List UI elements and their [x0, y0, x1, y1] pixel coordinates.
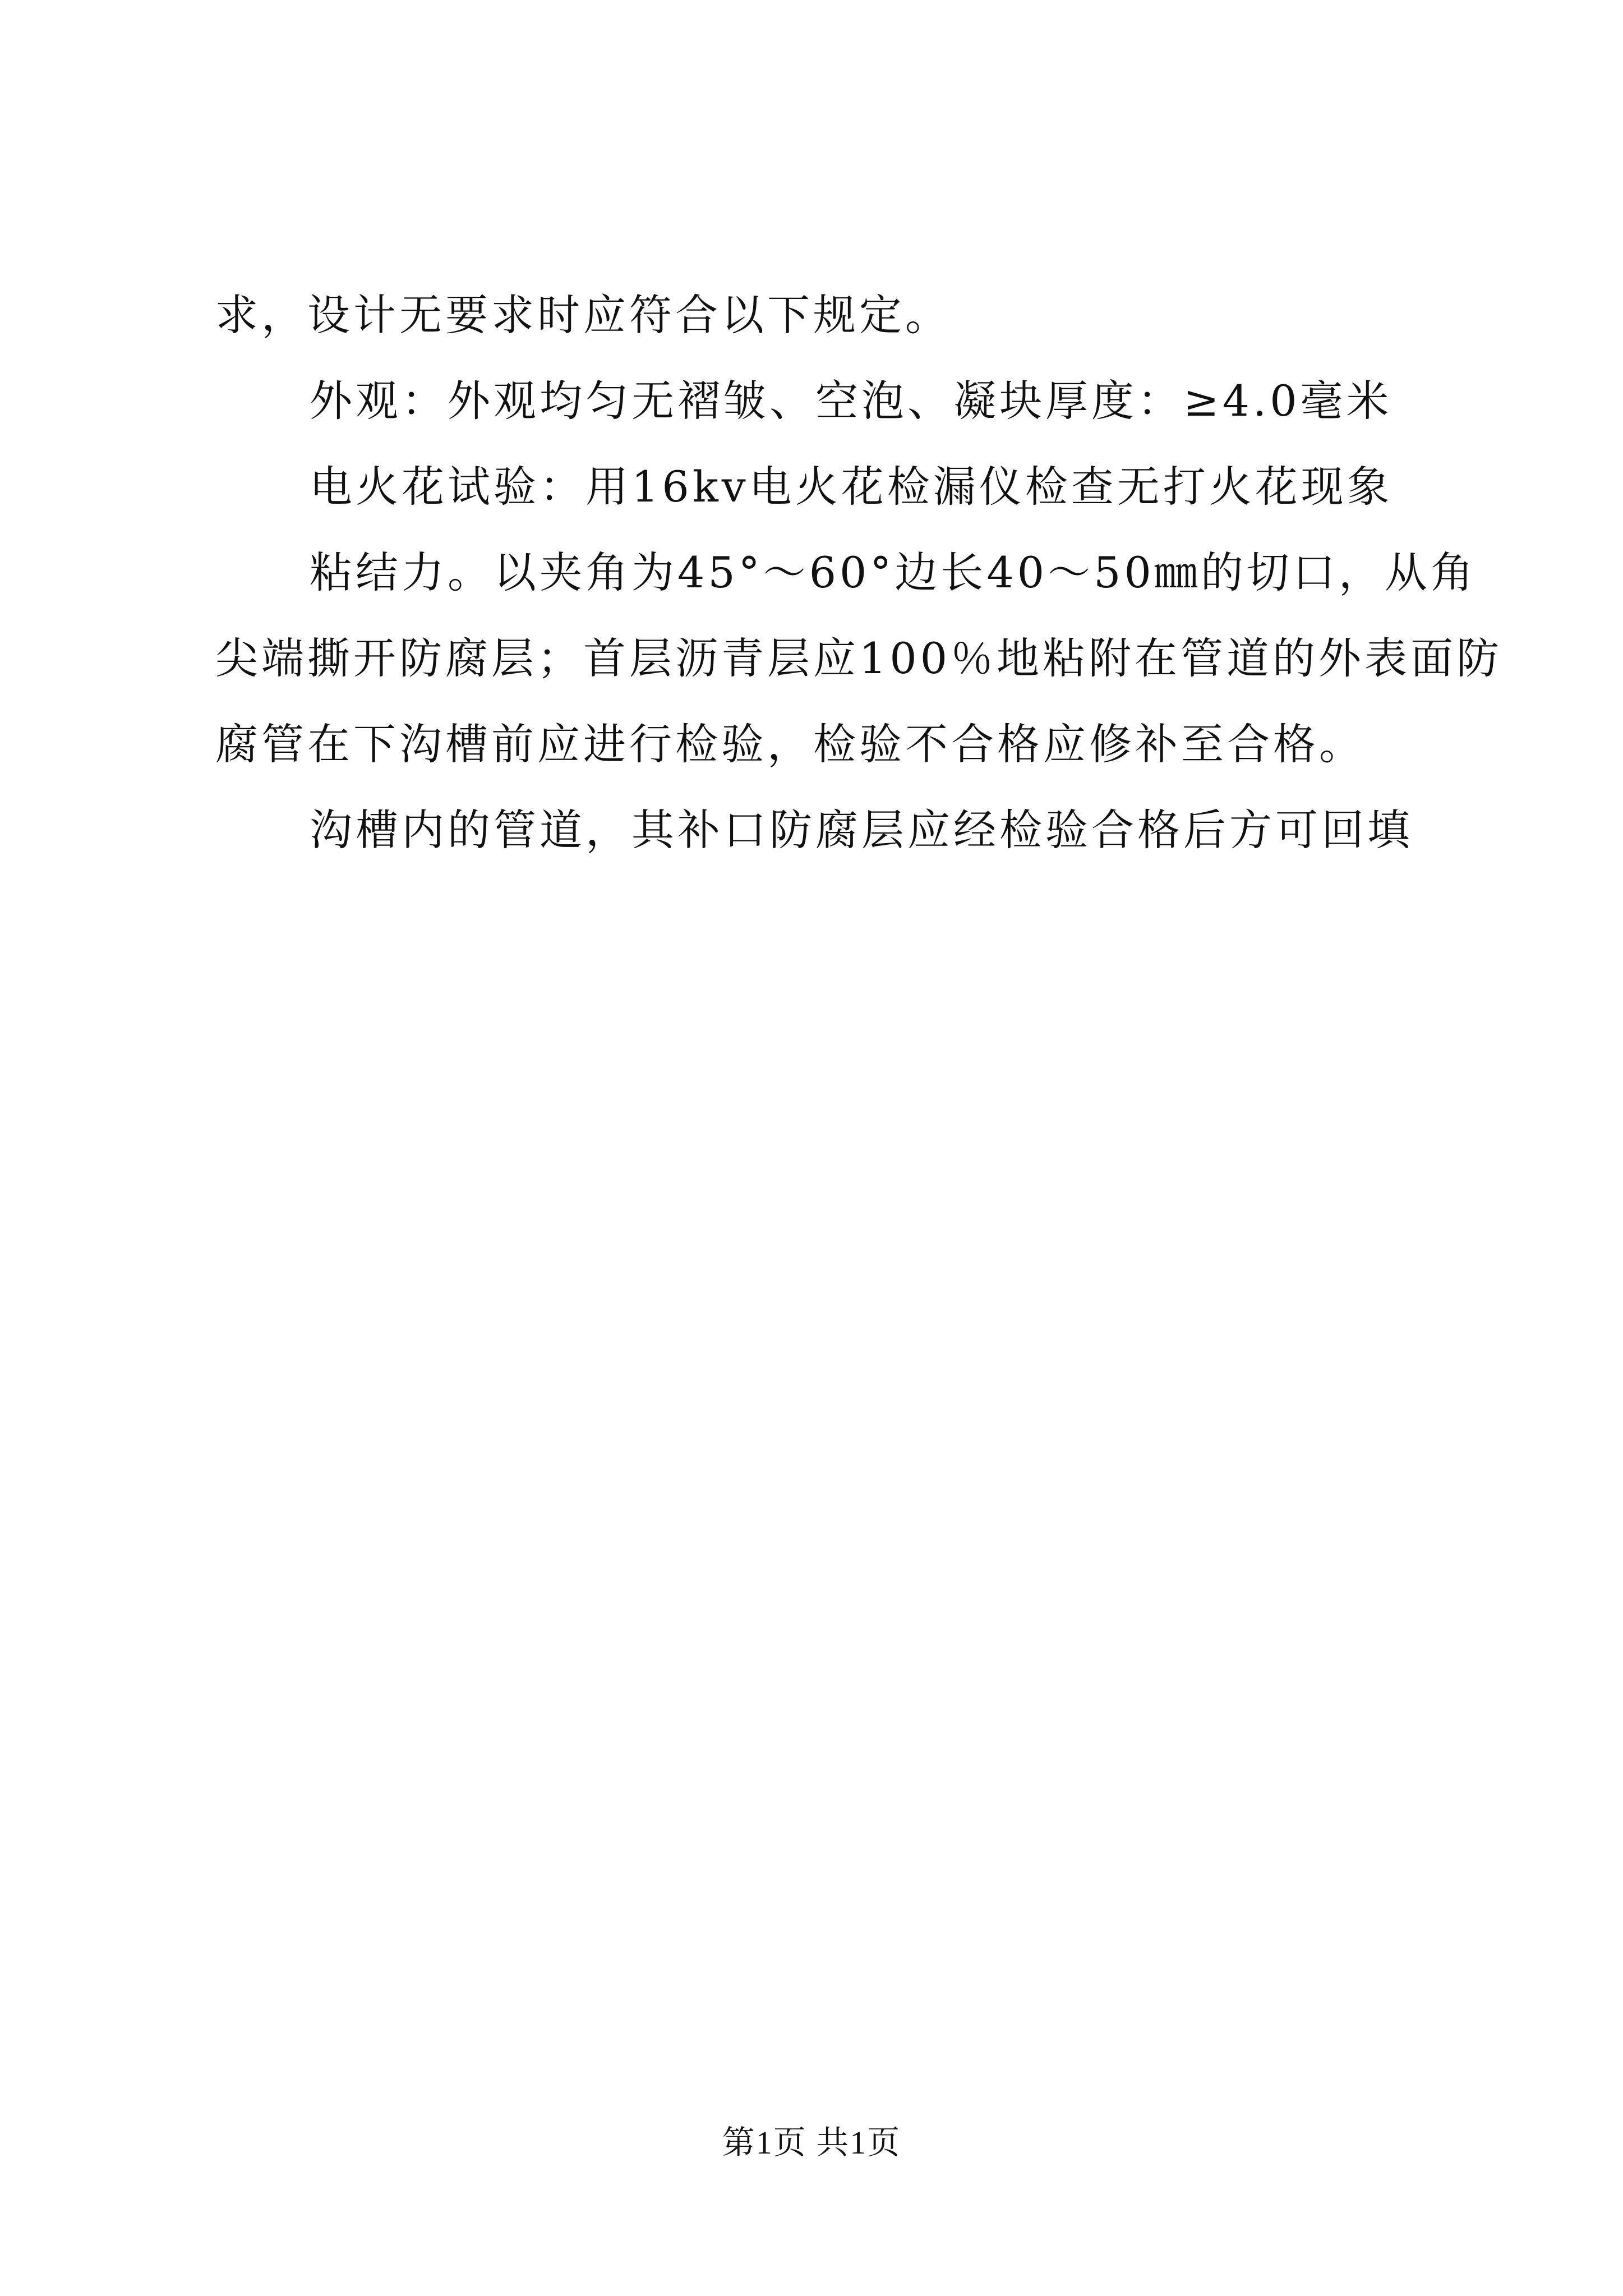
text-line: 求，设计无要求时应符合以下规定。 [215, 290, 951, 340]
text-line: 腐管在下沟槽前应进行检验，检验不合格应修补至合格。 [215, 719, 1365, 769]
text-line: 尖端撕开防腐层；首层沥青层应100％地粘附在管道的外表面防 [215, 633, 1503, 683]
text-line: 外观：外观均匀无褶皱、空泡、凝块厚度：≥4.0毫米 [310, 376, 1393, 426]
document-body [215, 272, 1503, 873]
page-footer: 第1页 共1页 [722, 2124, 901, 2161]
text-line: 电火花试验：用16kv电火花检漏仪检查无打火花现象 [310, 462, 1393, 512]
text-line: 沟槽内的管道，其补口防腐层应经检验合格后方可回填 [310, 805, 1413, 855]
text-line: 粘结力。以夹角为45°～60°边长40～50㎜的切口，从角 [310, 547, 1477, 597]
